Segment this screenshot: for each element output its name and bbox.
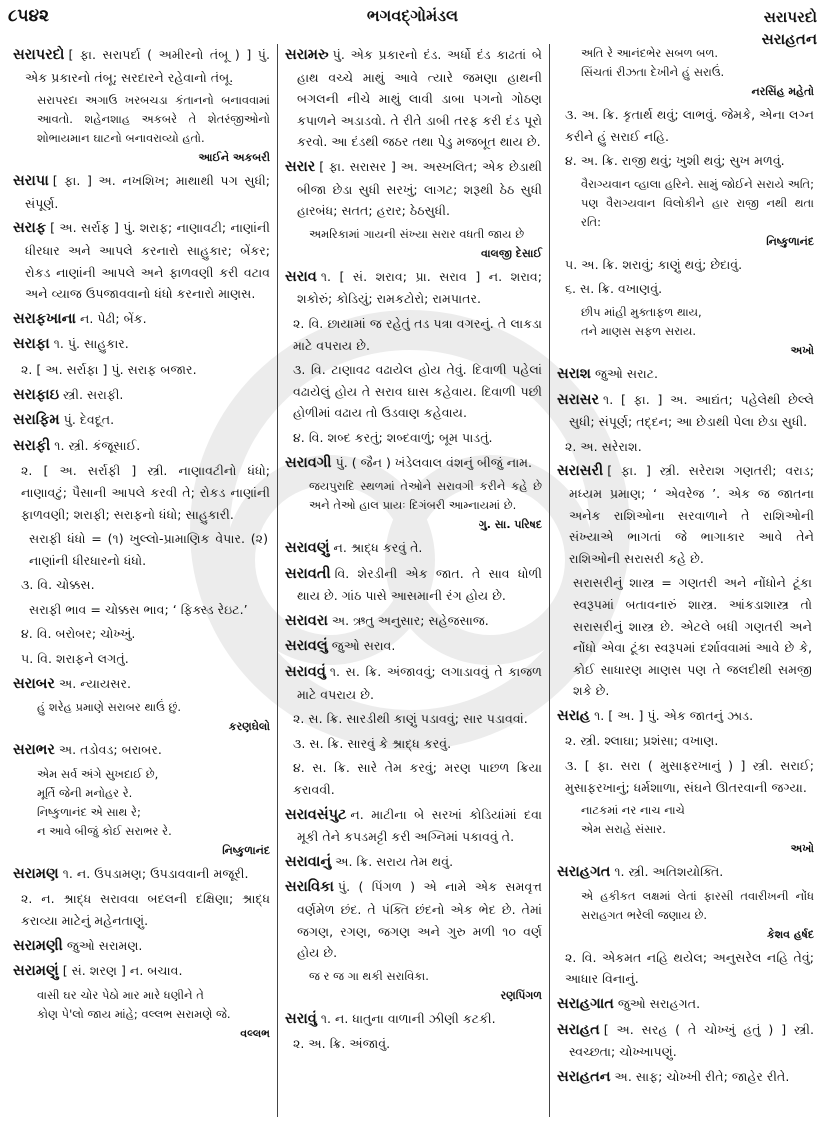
- dictionary-entry: [13, 384, 270, 407]
- definition: પું. ( પિંગળ ) એ નામે એક સમવૃત્ત વર્ણમેળ છંદ. તે પંક્તિ છંદનો એક ભેદ છે. તેમાં જગણ, રગણ, જગણ અને ગુરુ મળી ૧૦ વર્ણ હોય છે.: [297, 879, 542, 961]
- headword: સરાવસંપુટ: [285, 806, 347, 823]
- dictionary-entry: [557, 1066, 814, 1089]
- citation-quote: [557, 303, 814, 360]
- sense-definition: ૩. અ. ક્રિ. કૃતાર્થ થવું; લાભવું. જેમકે, એના લગ્ન કરીને હું સરાઈ નહિ.: [565, 107, 814, 144]
- definition: પું. એક પ્રકારનો દંડ. અર્ધો દંડ કાઢતાં બે હાથ વચ્ચે માથું આવે ત્યારે જમણા હાથની બગલની નીચે માથું લાવી ડાબા પગનો ગોઠણ કપાળને અડાડવો. તે રીતે ડાબી તરફ કરી દંડ પૂરો કરવો. આ દંડથી જઠર તથા પેડુ મજબૂત થાય છે.: [297, 47, 542, 150]
- headword: સરાવવું: [285, 664, 326, 681]
- definition: ૧. સ. ક્રિ. અંજાવવું; લગાડાવવું તે કાજળ માટે વપરાય છે.: [297, 664, 542, 702]
- headword: સરાવાનું: [285, 853, 332, 870]
- quote-source: નિષ્કુળાનંદ: [766, 234, 814, 248]
- quote-line: છીપ માંહી મુક્તાફળ થાય,: [581, 304, 702, 319]
- definition: [ ફા. ] સ્ત્રી. સરેરાશ ગણતરી; વરાડ; મધ્યમ પ્રમાણ; ‘ એવરેજ ’. એક જ જાતના અનેક રાશિઓના સરવાળાને તે રાશિઓની સંખ્યાએ ભાગતાં જે ભાગાકાર આવે તેને રાશિઓની સરાસરી કહે છે.: [569, 463, 814, 566]
- dictionary-entry: [285, 537, 542, 560]
- quote-line: સિંચતાં રીઝતા દેખીને હું સરાઉં.: [581, 65, 725, 79]
- headword: સરાહત: [557, 1021, 600, 1038]
- sense-definition: ૨. ન. શ્રાદ્ધ સરાવવા બદલની દક્ષિણા; શ્રાદ્ધ કરાવ્યા માટેનું મહેનતાણું.: [21, 891, 270, 929]
- citation-quote: [557, 801, 814, 858]
- quote-line: હું શરેહ પ્રમાણે સરાબર થાઉં છું.: [37, 700, 182, 715]
- sense-definition: ૬. સ. ક્રિ. વખાણવું.: [565, 281, 663, 297]
- dictionary-entry: [13, 217, 270, 304]
- definition: [ અ. સર્રાફ ] પું. શરાફ; નાણાવટી; નાણાંની ધીરધાર અને આપલે કરનારો સાહુકાર; બેંકર; રોકડ નાણાંની આપલે અને ફાળવણી કરી વટાવ અને વ્યાજ ઉપજાવવાનો ધંધો કરનારો માણસ.: [25, 220, 270, 302]
- dictionary-entry: [13, 960, 270, 983]
- headword: સરાફા: [13, 336, 50, 353]
- headword: સરાફિમ: [13, 412, 60, 429]
- dictionary-entry: [13, 170, 270, 214]
- sense-definition: ૨. [ અ. સર્રાફી ] સ્ત્રી. નાણાવટીનો ધંધો; નાણાવટું; પૈસાની આપલે કરવી તે; રોકડ નાણાંની ફાળવણી; શરાફી; સરાફનો ધંધો; સાહુકારી.: [21, 463, 270, 522]
- sense-definition: ૪. વિ. બરોબર; ચોખ્ખું.: [21, 626, 136, 642]
- quote-line: જયપુરાદિ સ્થળમાં તેઓને સરાવગી કરીને કહે છે અને તેઓ હાલ પ્રાયઃ દિગંબરી આમ્નાયમાં છે.: [309, 479, 542, 513]
- page-number: ૮૫૪૨: [8, 6, 50, 26]
- dictionary-entry: [13, 409, 270, 432]
- definition: પું. ( જૈન ) ખંડેલવાલ વંશનું બીજું નામ.: [335, 454, 533, 470]
- citation-quote: [13, 698, 270, 736]
- headword: સરાફી: [13, 437, 51, 454]
- dictionary-entry: [13, 435, 270, 458]
- definition: જુઓ સરામણ.: [66, 937, 143, 953]
- definition: [ ફા. સરાપર્દા ( અમીરનો તંબૂ ) ] પું. એક પ્રકારનો તંબૂ; સરદારને રહેવાનો તંબૂ.: [25, 47, 270, 85]
- guide-word-first: સરાપરદો: [763, 8, 817, 26]
- sense-definition: ૩. સ. ક્રિ. સારવું કે શ્રાદ્ધ કરવું.: [293, 735, 452, 751]
- sense-definition: ૨. સ. ક્રિ. સારડીથી કાણું પડાવવું; સાર પડાવવાં.: [293, 711, 528, 727]
- dictionary-entry: [557, 861, 814, 884]
- definition: ૧. પું. સાહુકાર.: [53, 336, 129, 352]
- quote-source: કરણઘેલો: [228, 720, 270, 734]
- headword: સરાપરદો: [13, 47, 65, 63]
- definition: ૧. [ સં. શરાવ; પ્રા. સરાવ ] ન. શરાવ; શકોરું; કોડિયું; રામકટોરો; રામપાતર.: [297, 268, 542, 307]
- page-header: [8, 6, 817, 48]
- quote-line: અમરિકામાં ગાયની સંખ્યા સરાર વધતી જાય છે: [309, 226, 525, 241]
- column-1: [6, 44, 277, 1117]
- quote-line: તને માણસ સફળ સરાય.: [581, 323, 697, 338]
- definition: ૧. [ અ. ] પું. એક જાતનું ઝાડ.: [594, 707, 754, 723]
- citation-quote: [557, 44, 814, 101]
- dictionary-entry: [557, 705, 814, 728]
- headword: સરાફ: [13, 220, 47, 237]
- dictionary-entry: [285, 851, 542, 874]
- definition: ૧. સ્ત્રી. અતિશયોક્તિ.: [614, 864, 724, 880]
- usage-example: સરાફી ભાવ = ચોક્કસ ભાવ; ‘ ફિક્સ્ડ રેઇટ.’: [29, 601, 248, 617]
- quote-line: મૂર્તિ જેની મનોહર રે.: [37, 785, 133, 800]
- quote-line: ન આવે બીજું કોઈ સરાભર રે.: [37, 823, 172, 838]
- quote-source: નિષ્કુળાનંદ: [222, 843, 270, 857]
- dictionary-entry: [13, 333, 270, 356]
- sense-definition: ૨. સ્ત્રી. શ્લાઘા; પ્રશંસા; વખાણ.: [565, 733, 719, 749]
- sense-definition: ૪. વિ. શબ્દ કરતું; શબ્દવાળું; બૂમ પાડતું.: [293, 429, 493, 445]
- definition: ન. માટીના બે સરખાં કોડિયાંમાં દવા મૂકી તેને કપડમટ્ટી કરી અગ્નિમાં પકાવવું તે.: [297, 806, 542, 845]
- definition: ન. શ્રાદ્ધ કરવું તે.: [333, 540, 423, 556]
- headword: સરાપા: [13, 173, 49, 190]
- headword: સરાવિકા: [285, 879, 334, 896]
- dictionary-entry: [285, 610, 542, 633]
- citation-quote: [13, 765, 270, 860]
- column-3: [549, 44, 821, 1117]
- citation-quote: [13, 91, 270, 167]
- headword: સરાવતી: [285, 565, 331, 582]
- headword: સરાવું: [285, 1010, 317, 1027]
- definition: વિ. શેરડીની એક જાત. તે સાવ ધોળી થાય છે. ગાંઠ પાસે આસમાની રંગ હોય છે.: [297, 565, 542, 604]
- usage-example: સરાસરીનું શાસ્ત્ર = ગણતરી અને નોંધોને ટૂંકા સ્વરૂપમાં બતાવનારું શાસ્ત્ર. આંકડાશાસ્ત્ર તો સરાસરીનું શાસ્ત્ર છે. એટલે બધી ગણતરી અને નોંધો એવા ટૂંકા સ્વરૂપમાં દર્શાવવામાં આવે છે કે, કોઈ સાધારણ માણસ પણ તે જલદીથી સમજી શકે છે.: [573, 575, 812, 699]
- definition: ૧. સ્ત્રી. કંજૂસાઈ.: [54, 437, 141, 453]
- citation-quote: [285, 225, 542, 263]
- headword: સરાફખાના: [13, 310, 76, 327]
- dictionary-entry: [285, 635, 542, 658]
- definition: [ ફા. ] અ. નખશિખ; માથાથી પગ સુધી; સંપૂર્ણ.: [25, 173, 270, 211]
- definition: અ. ઋતુ અનુસાર; સહેજસાજ.: [331, 612, 489, 628]
- definition: ૧. ન. ઉપડામણ; ઉપડાવવાની મજૂરી.: [62, 865, 249, 881]
- headword: સરાવલું: [285, 638, 328, 655]
- headword: સરાવગી: [285, 454, 332, 471]
- citation-quote: [557, 887, 814, 944]
- quote-line: વાસી ઘર ચોર પેઠો માર મારે ધણીને તે: [37, 987, 204, 1002]
- dictionary-entry: [13, 863, 270, 886]
- dictionary-entry: [285, 804, 542, 848]
- dictionary-entry: [557, 460, 814, 569]
- dictionary-entry: [557, 1019, 814, 1063]
- definition: [ ફા. સરાસર ] અ. અસ્ખલિત; એક છેડાથી બીજા છેડા સુધી સરખું; લાગટ; શરૂથી ઠેઠ સુધી હારબંધ; સતત; હરાર; ઠેઠસુધી.: [297, 158, 542, 219]
- definition: જુઓ સરાવ.: [331, 638, 396, 654]
- sense-definition: ૫. અ. ક્રિ. શરાવું; કાણું થવું; છેદાવું.: [565, 256, 743, 272]
- headword: સરામણી: [13, 937, 63, 954]
- headword: સરાસરી: [557, 463, 604, 480]
- headword: સરાર: [285, 158, 316, 175]
- headword: સરાસર: [557, 391, 600, 408]
- quote-line: જ ર જ ગા થકી સરાવિકા.: [309, 968, 429, 983]
- citation-quote: [13, 986, 270, 1043]
- quote-source: ગુ. સા. પરિષદ: [478, 518, 542, 532]
- quote-source: અખો: [790, 842, 814, 856]
- dictionary-entry: [13, 935, 270, 958]
- dictionary-entry: [285, 452, 542, 475]
- sense-definition: ૨. અ. સરેરાશ.: [565, 438, 642, 454]
- headword: સરાહતન: [557, 1068, 611, 1085]
- definition: અ. ન્યાયસર.: [58, 675, 131, 691]
- quote-line: એમ સરાહે સંસાર.: [581, 822, 666, 837]
- definition: જુઓ સરાટ.: [594, 365, 659, 381]
- headword: સરામણ: [13, 865, 59, 882]
- quote-source: રણપિંગળ: [500, 988, 542, 1002]
- quote-line: અતિ રે આનંદભેર સબળ બળ.: [581, 46, 719, 60]
- definition: જુઓ સરાહગત.: [617, 996, 701, 1012]
- dictionary-entry: [285, 876, 542, 963]
- definition: પું. દેવદૂત.: [63, 412, 115, 428]
- dictionary-entry: [13, 739, 270, 762]
- definition: અ. સાફ; ચોખ્ખી રીતે; જાહેર રીતે.: [614, 1068, 790, 1084]
- definition: અ. તડોવડ; બરાબર.: [58, 742, 162, 758]
- headword: સરાવણું: [285, 540, 330, 557]
- guide-word-last: સરાહતન: [761, 30, 817, 48]
- quote-source: વલ્લભ: [240, 1026, 270, 1040]
- dictionary-entry: [285, 563, 542, 607]
- quote-source: કેશવ હર્ષદ: [766, 927, 814, 941]
- quote-source: નરસિંહ મહેતો: [751, 85, 814, 98]
- dictionary-entry: [13, 44, 270, 88]
- headword: સરાહગાત: [557, 996, 614, 1013]
- quote-line: નાટકમાં નર નાચ નાચે: [581, 803, 685, 818]
- sense-definition: ૨. [ અ. સર્રાફા ] પું. સરાફ બજાર.: [21, 361, 197, 377]
- headword: સરાવરા: [285, 612, 328, 629]
- dictionary-entry: [13, 673, 270, 696]
- headword: સરામરુ: [285, 47, 329, 63]
- sense-definition: ૨. અ. ક્રિ. અંજાવું.: [293, 1036, 391, 1052]
- headword: સરામણું: [13, 963, 59, 980]
- citation-quote: [285, 477, 542, 534]
- sense-definition: ૪. અ. ક્રિ. રાજી થવું; ખુશી થવું; સુખ મળવું.: [565, 153, 785, 169]
- dictionary-entry: [13, 308, 270, 331]
- quote-line: કોણ પે'લો જાય માંહે; વલ્લભ સરામણે જે.: [37, 1006, 231, 1021]
- definition: [ અ. સરહ ( તે ચોખ્ખું હતું ) ] સ્ત્રી. સ્વચ્છતા; ચોખ્ખાપણું.: [569, 1021, 814, 1060]
- dictionary-entry: [285, 44, 542, 153]
- headword: સરાહ: [557, 707, 591, 724]
- headword: સરાફાઇ: [13, 386, 60, 403]
- definition: ૧. ન. ધાતુના વાળાની ઝીણી કટકી.: [320, 1010, 496, 1026]
- usage-example: સરાફી ધંધો = (૧) ખુલ્લો-પ્રામાણિક વેપાર. (૨) નાણાંની ધીરધારનો ધંધો.: [29, 531, 268, 568]
- sense-definition: ૩. [ ફા. સરા ( મુસાફરખાનું ) ] સ્ત્રી. સરાઈ; મુસાફરખાનું; ધર્મશાળા, સંઘને ઊતરવાની જગ્યા.: [565, 758, 814, 795]
- dictionary-entry: [285, 156, 542, 222]
- quote-line: સરાપરદા અગાઉ ખરબચડા કંતાનનો બનાવવામાં આવતો. શહેનશાહ અકબરે તે શેતરંજીઓનો શોભાયમાન ઘાટનો બનાવરાવ્યો હતો.: [37, 93, 270, 146]
- sense-definition: ૨. વિ. એકમત નહિ થયેલ; અનુસરેલ નહિ તેવું; આધાર વિનાનું.: [565, 949, 814, 987]
- headword: સરાહગત: [557, 864, 611, 881]
- quote-line: વૈરાગ્યવાન વ્હાલા હરિને. સામું જોઈને સરાયે અતિ; પણ વૈરાગ્યવાન વિલોકીને હાર રાજી નથી થતા રતિ:: [581, 176, 814, 229]
- sense-definition: ૩. વિ. ટાણાવઢ વઢાયેલ હોય તેવું. દિવાળી પહેલાં વઢાયેલું હોય તે સરાવ ઘાસ કહેવાય. દિવાળી પછી હોળીમાં વઢાય તો ઉડવાણ કહેવાય.: [293, 362, 542, 421]
- sense-definition: ૩. વિ. ચોક્કસ.: [21, 577, 95, 593]
- citation-quote: [557, 175, 814, 251]
- dictionary-entry: [285, 266, 542, 310]
- headword: સરાબર: [13, 675, 55, 692]
- sense-definition: ૫. વિ. શરાફને લગતું.: [21, 651, 129, 667]
- book-title: ભગવદ્ગોમંડલ: [366, 6, 459, 25]
- quote-source: વાલજી દેસાઈ: [481, 246, 542, 260]
- quote-line: નિષ્કુળાનંદ એ સાથ રે;: [37, 804, 141, 819]
- headword: સરાભર: [13, 742, 55, 759]
- citation-quote: [285, 967, 542, 1005]
- definition: સ્ત્રી. સરાફી.: [63, 386, 124, 402]
- dictionary-entry: [285, 1008, 542, 1031]
- quote-line: એમ સર્વ અંગે સુખદાઈ છે,: [37, 766, 159, 781]
- dictionary-entry: [557, 993, 814, 1016]
- sense-definition: ૪. સ. ક્રિ. સારે તેમ કરવું; મરણ પાછળ ક્રિયા કરાવવી.: [293, 760, 542, 798]
- column-2: [277, 44, 549, 1117]
- quote-line: એ હકીકત લક્ષમાં લેતાં ફારસી તવારીખની નોંધ સરાહગત ભરેલી જણાય છે.: [581, 888, 814, 922]
- dictionary-columns: [6, 44, 821, 1117]
- definition: ન. પેઢી; બેંક.: [79, 310, 147, 326]
- definition: અ. ક્રિ. સરાય તેમ થવું.: [335, 853, 454, 869]
- quote-source: આઈને અકબરી: [198, 151, 270, 165]
- definition: ૧. [ ફા. ] અ. આદ્યંત; પહેલેથી છેલ્લે સુધી; સંપૂર્ણ; તદ્દન; આ છેડાથી પેલા છેડા સુધી.: [569, 391, 814, 430]
- definition: [ સં. શરણ ] ન. બચાવ.: [62, 963, 183, 979]
- quote-source: અખો: [790, 343, 814, 357]
- sense-definition: ૨. વિ. છાયામાં જ રહેતું તડ પત્રા વગરનું. તે લાકડા માટે વપરાય છે.: [293, 315, 542, 353]
- headword: સરાવ: [285, 268, 317, 285]
- dictionary-entry: [557, 363, 814, 386]
- dictionary-entry: [557, 389, 814, 433]
- dictionary-entry: [285, 661, 542, 705]
- headword: સરાશ: [557, 365, 591, 382]
